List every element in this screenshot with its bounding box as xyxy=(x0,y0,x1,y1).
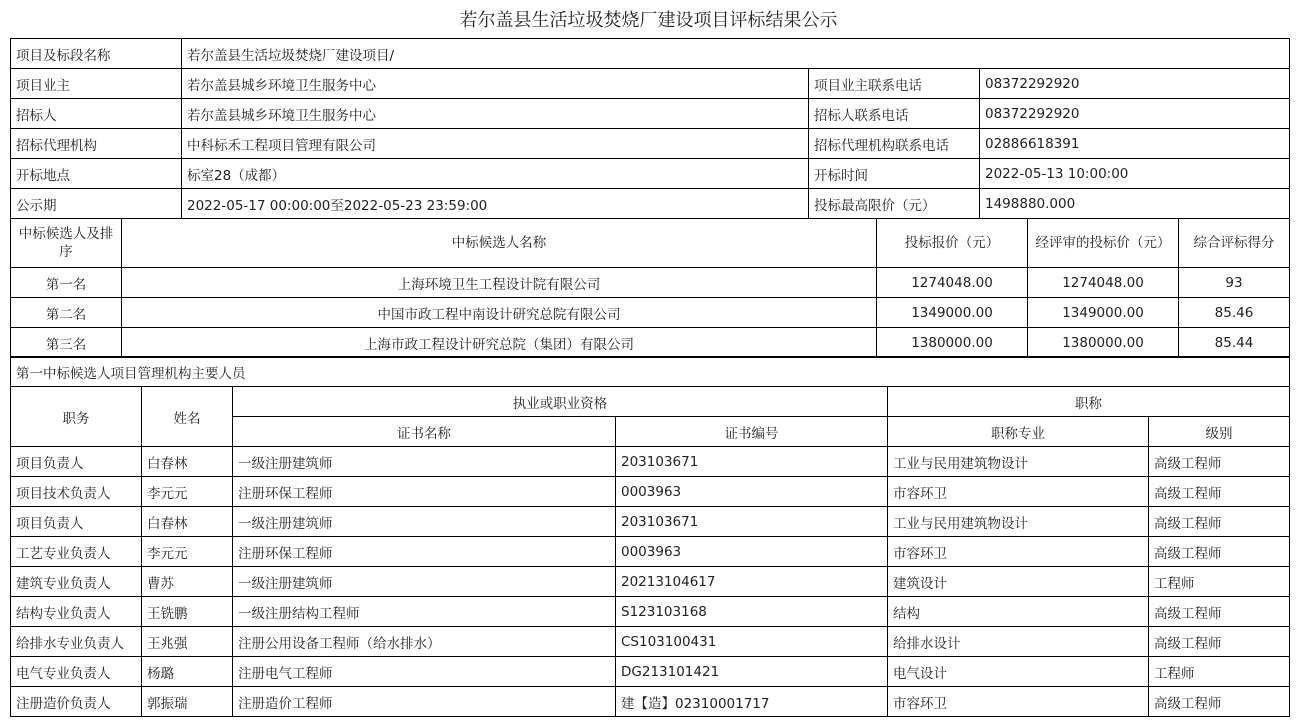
person-cert-no: 建【造】02310001717 xyxy=(616,687,888,717)
person-role: 项目负责人 xyxy=(11,507,142,537)
reviewed-bid-header: 经评审的投标价（元） xyxy=(1028,219,1179,268)
table-row xyxy=(11,657,1290,687)
person-name: 李元元 xyxy=(142,477,233,507)
person-cert-name: 一级注册结构工程师 xyxy=(233,597,616,627)
person-cert-name: 注册环保工程师 xyxy=(233,537,616,567)
table-row xyxy=(11,567,1290,597)
person-specialty: 建筑设计 xyxy=(888,567,1149,597)
owner-phone-label: 项目业主联系电话 xyxy=(809,69,980,99)
person-name: 王兆强 xyxy=(142,627,233,657)
agency-label: 招标代理机构 xyxy=(11,129,182,159)
project-info-table xyxy=(10,38,1290,219)
person-role: 给排水专业负责人 xyxy=(11,627,142,657)
person-name: 王铣鹏 xyxy=(142,597,233,627)
candidate-reviewed-bid: 1274048.00 xyxy=(1028,268,1179,298)
tenderer-label: 招标人 xyxy=(11,99,182,129)
owner-label: 项目业主 xyxy=(11,69,182,99)
person-level: 工程师 xyxy=(1149,567,1290,597)
table-row xyxy=(11,298,1290,328)
max-price-value: 1498880.000 xyxy=(980,189,1290,219)
person-specialty: 结构 xyxy=(888,597,1149,627)
project-name-value: 若尔盖县生活垃圾焚烧厂建设项目/ xyxy=(182,39,1290,69)
person-specialty: 市容环卫 xyxy=(888,477,1149,507)
table-row xyxy=(11,328,1290,358)
level-header: 级别 xyxy=(1149,417,1290,447)
candidate-name: 上海环境卫生工程设计院有限公司 xyxy=(122,268,877,298)
table-row xyxy=(11,69,1290,99)
candidate-bid: 1349000.00 xyxy=(877,298,1028,328)
candidate-score: 85.46 xyxy=(1179,298,1290,328)
table-row xyxy=(11,477,1290,507)
candidate-reviewed-bid: 1349000.00 xyxy=(1028,298,1179,328)
location-value: 标室28（成都） xyxy=(182,159,809,189)
table-row xyxy=(11,99,1290,129)
qualification-header: 执业或职业资格 xyxy=(233,387,888,417)
person-role: 结构专业负责人 xyxy=(11,597,142,627)
person-specialty: 工业与民用建筑物设计 xyxy=(888,507,1149,537)
person-cert-name: 一级注册建筑师 xyxy=(233,447,616,477)
person-role: 注册造价负责人 xyxy=(11,687,142,717)
person-level: 高级工程师 xyxy=(1149,537,1290,567)
tenderer-phone-value: 08372292920 xyxy=(980,99,1290,129)
role-header: 职务 xyxy=(11,387,142,447)
person-name-header: 姓名 xyxy=(142,387,233,447)
candidate-rank: 第二名 xyxy=(11,298,122,328)
person-level: 高级工程师 xyxy=(1149,597,1290,627)
table-row xyxy=(11,537,1290,567)
table-header-row xyxy=(11,387,1290,417)
agency-phone-value: 02886618391 xyxy=(980,129,1290,159)
open-time-label: 开标时间 xyxy=(809,159,980,189)
candidate-score: 93 xyxy=(1179,268,1290,298)
location-label: 开标地点 xyxy=(11,159,182,189)
table-row xyxy=(11,357,1290,387)
specialty-header: 职称专业 xyxy=(888,417,1149,447)
person-cert-name: 注册电气工程师 xyxy=(233,657,616,687)
table-row xyxy=(11,597,1290,627)
table-row xyxy=(11,129,1290,159)
person-specialty: 市容环卫 xyxy=(888,537,1149,567)
personnel-table xyxy=(10,356,1290,717)
table-row xyxy=(11,268,1290,298)
max-price-label: 投标最高限价（元） xyxy=(809,189,980,219)
person-cert-no: DG213101421 xyxy=(616,657,888,687)
person-specialty: 工业与民用建筑物设计 xyxy=(888,447,1149,477)
candidate-score: 85.44 xyxy=(1179,328,1290,358)
personnel-section-title: 第一中标候选人项目管理机构主要人员 xyxy=(11,357,1290,387)
person-cert-no: 0003963 xyxy=(616,477,888,507)
person-cert-name: 注册公用设备工程师（给水排水） xyxy=(233,627,616,657)
candidate-name: 中国市政工程中南设计研究总院有限公司 xyxy=(122,298,877,328)
cert-name-header: 证书名称 xyxy=(233,417,616,447)
agency-phone-label: 招标代理机构联系电话 xyxy=(809,129,980,159)
candidate-bid: 1380000.00 xyxy=(877,328,1028,358)
cert-no-header: 证书编号 xyxy=(616,417,888,447)
person-level: 高级工程师 xyxy=(1149,477,1290,507)
person-cert-no: 203103671 xyxy=(616,507,888,537)
owner-phone-value: 08372292920 xyxy=(980,69,1290,99)
person-role: 建筑专业负责人 xyxy=(11,567,142,597)
person-level: 高级工程师 xyxy=(1149,687,1290,717)
person-cert-no: 20213104617 xyxy=(616,567,888,597)
person-cert-name: 注册环保工程师 xyxy=(233,477,616,507)
person-role: 工艺专业负责人 xyxy=(11,537,142,567)
person-role: 项目负责人 xyxy=(11,447,142,477)
person-cert-no: CS103100431 xyxy=(616,627,888,657)
period-value: 2022-05-17 00:00:00至2022-05-23 23:59:00 xyxy=(182,189,809,219)
table-row xyxy=(11,687,1290,717)
candidate-name: 上海市政工程设计研究总院（集团）有限公司 xyxy=(122,328,877,358)
open-time-value: 2022-05-13 10:00:00 xyxy=(980,159,1290,189)
person-level: 高级工程师 xyxy=(1149,447,1290,477)
person-name: 白春林 xyxy=(142,447,233,477)
bid-header: 投标报价（元） xyxy=(877,219,1028,268)
table-row xyxy=(11,507,1290,537)
person-specialty: 市容环卫 xyxy=(888,687,1149,717)
person-level: 工程师 xyxy=(1149,657,1290,687)
candidate-rank: 第三名 xyxy=(11,328,122,358)
table-row xyxy=(11,189,1290,219)
table-row xyxy=(11,39,1290,69)
table-row xyxy=(11,627,1290,657)
person-name: 杨璐 xyxy=(142,657,233,687)
person-level: 高级工程师 xyxy=(1149,507,1290,537)
person-specialty: 电气设计 xyxy=(888,657,1149,687)
person-cert-name: 一级注册建筑师 xyxy=(233,507,616,537)
person-cert-name: 一级注册建筑师 xyxy=(233,567,616,597)
table-row xyxy=(11,447,1290,477)
person-cert-no: 203103671 xyxy=(616,447,888,477)
candidate-bid: 1274048.00 xyxy=(877,268,1028,298)
person-cert-name: 注册造价工程师 xyxy=(233,687,616,717)
person-name: 曹苏 xyxy=(142,567,233,597)
person-name: 白春林 xyxy=(142,507,233,537)
period-label: 公示期 xyxy=(11,189,182,219)
table-row xyxy=(11,159,1290,189)
tenderer-value: 若尔盖县城乡环境卫生服务中心 xyxy=(182,99,809,129)
person-name: 郭振瑞 xyxy=(142,687,233,717)
person-role: 项目技术负责人 xyxy=(11,477,142,507)
table-header-row xyxy=(11,219,1290,268)
score-header: 综合评标得分 xyxy=(1179,219,1290,268)
candidate-reviewed-bid: 1380000.00 xyxy=(1028,328,1179,358)
page-title: 若尔盖县生活垃圾焚烧厂建设项目评标结果公示 xyxy=(459,10,838,31)
person-specialty: 给排水设计 xyxy=(888,627,1149,657)
rank-header: 中标候选人及排序 xyxy=(11,219,122,268)
agency-value: 中科标禾工程项目管理有限公司 xyxy=(182,129,809,159)
candidates-table xyxy=(10,218,1290,358)
owner-value: 若尔盖县城乡环境卫生服务中心 xyxy=(182,69,809,99)
person-cert-no: 0003963 xyxy=(616,537,888,567)
project-name-label: 项目及标段名称 xyxy=(11,39,182,69)
tenderer-phone-label: 招标人联系电话 xyxy=(809,99,980,129)
candidate-name-header: 中标候选人名称 xyxy=(122,219,877,268)
person-name: 李元元 xyxy=(142,537,233,567)
person-cert-no: S123103168 xyxy=(616,597,888,627)
candidate-rank: 第一名 xyxy=(11,268,122,298)
person-level: 高级工程师 xyxy=(1149,627,1290,657)
person-role: 电气专业负责人 xyxy=(11,657,142,687)
title-group-header: 职称 xyxy=(888,387,1290,417)
